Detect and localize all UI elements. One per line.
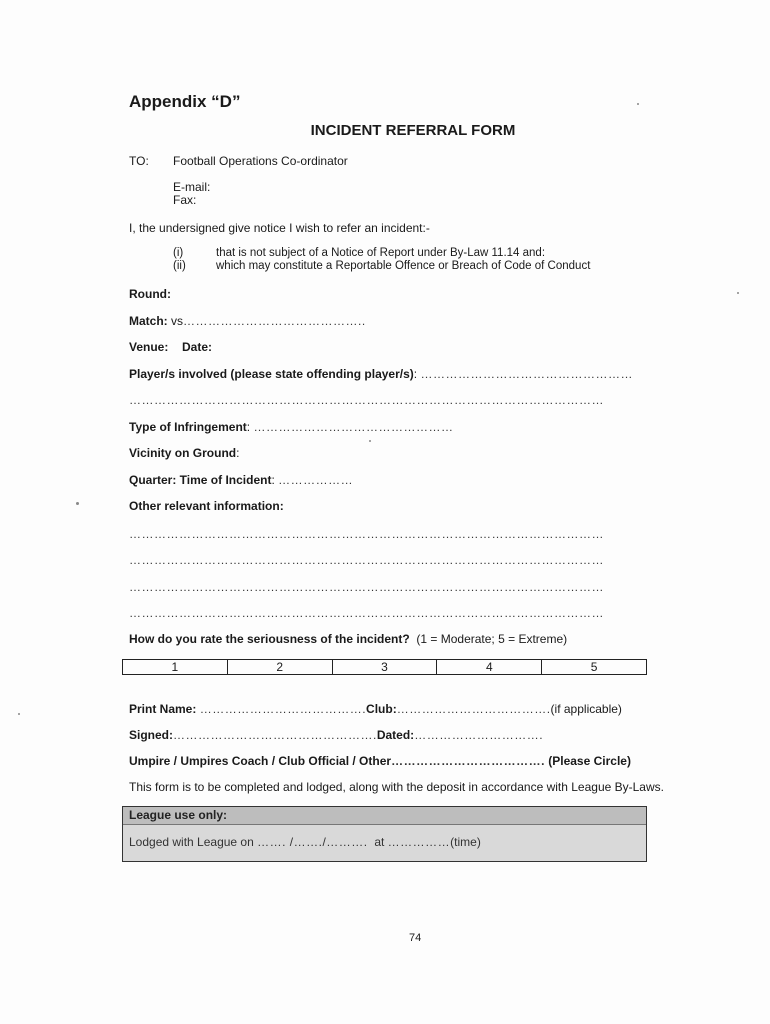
league-lodged-row — [123, 835, 646, 849]
infringement-dotted-line: ………………………………………… — [253, 420, 454, 434]
fax-label: Fax: — [173, 193, 197, 207]
page-title: INCIDENT REFERRAL FORM — [310, 122, 516, 139]
scan-speck — [637, 103, 639, 105]
roles-options[interactable]: Umpire / Umpires Coach / Club Official / Other — [129, 754, 392, 768]
match-vs-label: vs — [167, 314, 184, 328]
rating-scale: (1 = Moderate; 5 = Extreme) — [416, 632, 568, 646]
players-colon: : — [413, 367, 418, 381]
players-dotted-line-2: …………………………………………………………………………………………………… — [129, 393, 604, 407]
other-info-line: …………………………………………………………………………………………………… — [129, 527, 604, 541]
other-info-line: …………………………………………………………………………………………………… — [129, 553, 604, 567]
email-label: E-mail: — [173, 180, 211, 194]
rating-option-3[interactable]: 3 — [333, 660, 438, 674]
round-label: Round: — [129, 287, 171, 301]
match-label: Match: — [129, 314, 168, 328]
signed-line[interactable]: …………………………………………. — [173, 728, 377, 742]
scan-speck — [737, 292, 739, 294]
scan-speck — [18, 713, 20, 715]
if-applicable-label: (if applicable) — [550, 702, 622, 716]
to-recipient: Football Operations Co-ordinator — [173, 154, 348, 168]
match-dotted-line: …………………………………….. — [183, 314, 366, 328]
club-label: Club: — [366, 702, 397, 716]
other-info-line: …………………………………………………………………………………………………… — [129, 580, 604, 594]
other-info-label: Other relevant information: — [129, 499, 284, 513]
condition-text: which may constitute a Reportable Offence or Breach of Code of Conduct — [216, 260, 591, 272]
please-circle-label: (Please Circle) — [548, 754, 631, 768]
at-label: at — [374, 835, 385, 849]
print-name-line[interactable]: …………………………………. — [199, 702, 367, 716]
lodged-date-line: ……. /……./………. — [257, 835, 368, 849]
rating-option-2[interactable]: 2 — [228, 660, 333, 674]
league-use-header: League use only: — [123, 807, 646, 825]
scan-speck — [76, 502, 79, 505]
players-dotted-line: …………………………………………… — [420, 367, 633, 381]
dated-label: Dated: — [376, 728, 415, 742]
venue-label: Venue: — [129, 340, 169, 354]
date-label: Date: — [182, 340, 213, 354]
dated-line[interactable]: …………………………. — [414, 728, 544, 742]
rating-question: How do you rate the seriousness of the incident? — [129, 632, 410, 646]
appendix-heading: Appendix “D” — [129, 92, 241, 111]
lodged-label: Lodged with League on — [129, 835, 254, 849]
quarter-label: Quarter: Time of Incident — [129, 473, 272, 487]
players-label: Player/s involved (please state offending player/s) — [129, 367, 414, 381]
lodge-note: This form is to be completed and lodged, along with the deposit in accordance with League By-Laws. — [129, 780, 664, 794]
form-page: Appendix “D” INCIDENT REFERRAL FORM TO: Football Operations Co-ordinator E-mail: Fax: I, the undersigned give notice I wish to refer an incident:- (i) that is not subject of a Notice of Report under By-Law 11.14 and: (ii) which may constitute a Reportable Offence or Breach of Code of Conduct Round: Match: vs…………………………………….. Venue: Date: Player/s involved (please state offending player/s): …………………………………………… …………………………………………………………………………………………………… Type of Infringement: ………………………………………… Vicinity on Ground: Quarter: Time of Incident: ……………… Other relevant information: …………………………………………………………………………………………………… …………………………………………………………………………………………………… …………………………………………………………………………………………………… …………………………………………………………………………………………………… How do you rate the seriousness of the incident? (1 = Moderate; 5 = Extreme) 1 2 3 4 5 Print Name: ………………………………….Club:……………………………….(if applicable) Signed:………………………………………….Dated:…………………………. Umpire / Umpires Coach / Club Official / Other………………………………. (Please Circle) This form is to be completed and lodged, along with the deposit in accordance with League By-Laws. League use only: Lodged with League on ……. /……./………. at ……………(time) 74 — [0, 0, 770, 1024]
vicinity-label: Vicinity on Ground — [129, 446, 237, 460]
roles-dotted-line: ………………………………. — [391, 754, 545, 768]
league-use-box — [122, 806, 647, 862]
rating-option-4[interactable]: 4 — [437, 660, 542, 674]
lodged-time-line: …………… — [387, 835, 451, 849]
other-info-line: …………………………………………………………………………………………………… — [129, 606, 604, 620]
signed-label: Signed: — [129, 728, 173, 742]
scan-speck — [369, 440, 371, 442]
print-name-label: Print Name: — [129, 702, 197, 716]
seriousness-rating-table — [122, 659, 647, 675]
condition-text: that is not subject of a Notice of Report under By-Law 11.14 and: — [216, 247, 546, 259]
quarter-dotted-line: ……………… — [278, 473, 354, 487]
to-label: TO: — [129, 154, 149, 168]
intro-text: I, the undersigned give notice I wish to refer an incident:- — [129, 221, 430, 235]
rating-option-1[interactable]: 1 — [123, 660, 228, 674]
infringement-label: Type of Infringement — [129, 420, 247, 434]
page-number: 74 — [409, 932, 422, 944]
rating-option-5[interactable]: 5 — [590, 660, 598, 674]
club-line[interactable]: ………………………………. — [396, 702, 551, 716]
condition-num: (ii) — [173, 260, 186, 272]
condition-num: (i) — [173, 247, 184, 259]
time-label: (time) — [450, 835, 481, 849]
